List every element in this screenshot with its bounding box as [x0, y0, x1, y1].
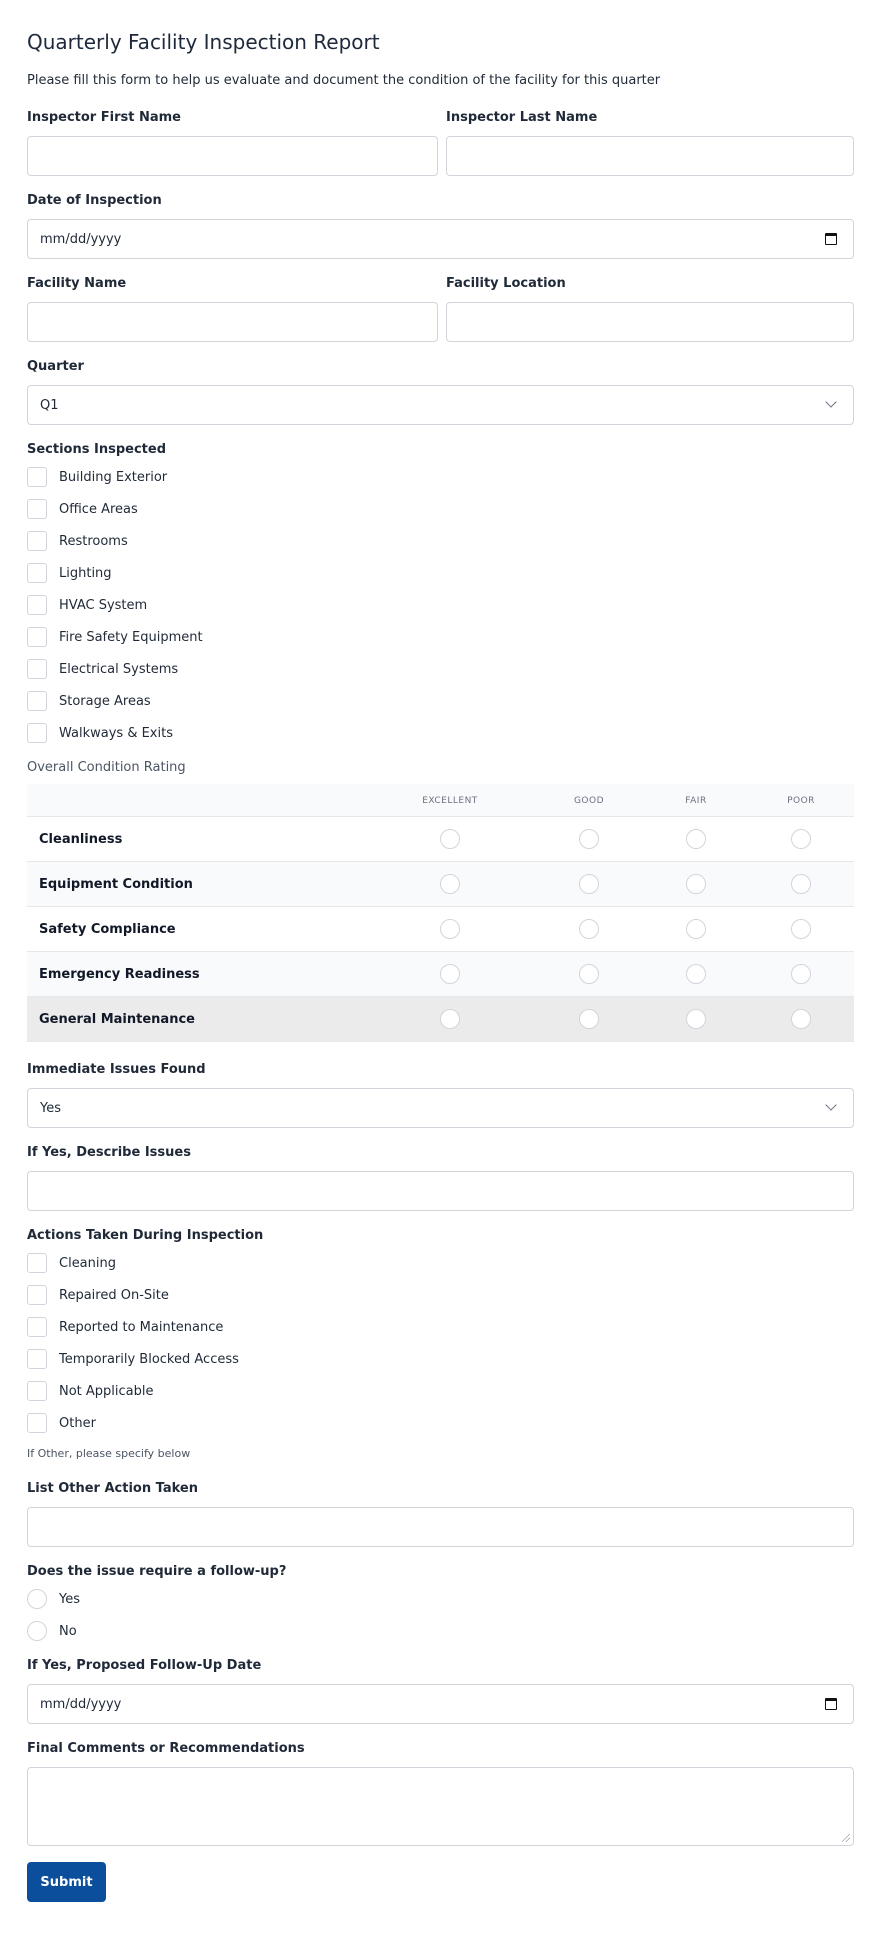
row-label: Safety Compliance: [39, 922, 176, 937]
action-checkbox-row[interactable]: [27, 1285, 427, 1307]
checkbox[interactable]: [27, 499, 47, 519]
checkbox[interactable]: [27, 1349, 47, 1369]
radio-excellent[interactable]: [440, 874, 460, 894]
chevron-down-icon: [825, 1099, 836, 1110]
checkbox-label: Restrooms: [59, 534, 128, 549]
checkbox-label: Office Areas: [59, 502, 138, 517]
first-name-input[interactable]: [27, 136, 438, 176]
radio-label: Yes: [59, 1592, 80, 1607]
action-checkbox-row[interactable]: [27, 1413, 427, 1435]
checkbox[interactable]: [27, 595, 47, 615]
form-description: Please fill this form to help us evaluate and document the condition of the facility for this quarter: [27, 73, 661, 88]
page-title: Quarterly Facility Inspection Report: [27, 30, 380, 54]
actions-taken-label: Actions Taken During Inspection: [27, 1228, 264, 1243]
radio-good[interactable]: [579, 919, 599, 939]
checkbox-label: Electrical Systems: [59, 662, 179, 677]
checkbox[interactable]: [27, 627, 47, 647]
section-checkbox-row[interactable]: [27, 467, 427, 489]
issues-selected-value: Yes: [40, 1101, 61, 1116]
submit-button[interactable]: Submit: [27, 1862, 106, 1902]
last-name-label: Inspector Last Name: [446, 110, 598, 125]
action-checkbox-row[interactable]: [27, 1381, 427, 1403]
inspection-date-input[interactable]: [27, 219, 854, 259]
radio-poor[interactable]: [791, 829, 811, 849]
checkbox[interactable]: [27, 723, 47, 743]
resize-handle-icon[interactable]: [842, 1834, 850, 1842]
checkbox-label: Lighting: [59, 566, 112, 581]
other-action-label: List Other Action Taken: [27, 1481, 198, 1496]
section-checkbox-row[interactable]: [27, 499, 427, 521]
radio-good[interactable]: [579, 1009, 599, 1029]
radio-fair[interactable]: [686, 964, 706, 984]
chevron-down-icon: [825, 396, 836, 407]
followup-date-label: If Yes, Proposed Follow-Up Date: [27, 1658, 262, 1673]
checkbox-label: HVAC System: [59, 598, 148, 613]
section-checkbox-row[interactable]: [27, 723, 427, 745]
radio-fair[interactable]: [686, 874, 706, 894]
facility-location-label: Facility Location: [446, 276, 566, 291]
followup-radio-no[interactable]: [27, 1621, 427, 1643]
checkbox[interactable]: [27, 1413, 47, 1433]
quarter-select[interactable]: [27, 385, 854, 425]
radio-fair[interactable]: [686, 919, 706, 939]
checkbox[interactable]: [27, 1381, 47, 1401]
radio[interactable]: [27, 1589, 47, 1609]
final-comments-label: Final Comments or Recommendations: [27, 1741, 305, 1756]
col-header-poor: POOR: [787, 796, 815, 806]
checkbox-label: Fire Safety Equipment: [59, 630, 203, 645]
section-checkbox-row[interactable]: [27, 627, 427, 649]
row-label: Equipment Condition: [39, 877, 193, 892]
grid-row: [27, 952, 854, 997]
followup-date-value: mm/dd/yyyy: [40, 1697, 122, 1712]
radio-good[interactable]: [579, 964, 599, 984]
checkbox[interactable]: [27, 659, 47, 679]
other-action-input[interactable]: [27, 1507, 854, 1547]
radio[interactable]: [27, 1621, 47, 1641]
followup-date-input[interactable]: [27, 1684, 854, 1724]
followup-question-label: Does the issue require a follow-up?: [27, 1564, 287, 1579]
col-header-good: GOOD: [573, 796, 605, 806]
checkbox-label: Repaired On-Site: [59, 1288, 169, 1303]
quarter-label: Quarter: [27, 359, 84, 374]
quarter-selected-value: Q1: [40, 398, 59, 413]
radio-poor[interactable]: [791, 964, 811, 984]
grid-row: [27, 817, 854, 862]
checkbox-label: Walkways & Exits: [59, 726, 173, 741]
followup-radio-yes[interactable]: [27, 1589, 427, 1611]
checkbox[interactable]: [27, 1285, 47, 1305]
grid-row: [27, 997, 854, 1042]
radio-fair[interactable]: [686, 1009, 706, 1029]
calendar-icon[interactable]: [825, 233, 837, 245]
col-header-fair: FAIR: [685, 796, 707, 806]
radio-poor[interactable]: [791, 874, 811, 894]
describe-issues-label: If Yes, Describe Issues: [27, 1145, 191, 1160]
action-checkbox-row[interactable]: [27, 1253, 427, 1275]
checkbox[interactable]: [27, 1253, 47, 1273]
immediate-issues-label: Immediate Issues Found: [27, 1062, 206, 1077]
condition-rating-label: Overall Condition Rating: [27, 760, 186, 775]
col-header-excellent: EXCELLENT: [422, 796, 478, 806]
facility-location-input[interactable]: [446, 302, 854, 342]
radio-good[interactable]: [579, 874, 599, 894]
checkbox-label: Building Exterior: [59, 470, 168, 485]
grid-row: [27, 862, 854, 907]
first-name-label: Inspector First Name: [27, 110, 181, 125]
checkbox[interactable]: [27, 691, 47, 711]
last-name-input[interactable]: [446, 136, 854, 176]
checkbox-label: Cleaning: [59, 1256, 116, 1271]
checkbox-label: Reported to Maintenance: [59, 1320, 224, 1335]
checkbox-label: Temporarily Blocked Access: [59, 1352, 239, 1367]
inspection-date-label: Date of Inspection: [27, 193, 162, 208]
checkbox-label: Other: [59, 1416, 96, 1431]
other-hint: If Other, please specify below: [27, 1447, 191, 1460]
radio-excellent[interactable]: [440, 964, 460, 984]
final-comments-textarea[interactable]: [27, 1767, 854, 1846]
section-checkbox-row[interactable]: [27, 659, 427, 681]
radio-excellent[interactable]: [440, 1009, 460, 1029]
immediate-issues-select[interactable]: [27, 1088, 854, 1128]
section-checkbox-row[interactable]: [27, 531, 427, 553]
row-label: General Maintenance: [39, 1012, 195, 1027]
radio-poor[interactable]: [791, 1009, 811, 1029]
checkbox-label: Not Applicable: [59, 1384, 154, 1399]
action-checkbox-row[interactable]: [27, 1317, 427, 1339]
row-label: Emergency Readiness: [39, 967, 200, 982]
row-label: Cleanliness: [39, 832, 123, 847]
checkbox[interactable]: [27, 531, 47, 551]
section-checkbox-row[interactable]: [27, 691, 427, 713]
radio-label: No: [59, 1624, 77, 1639]
radio-fair[interactable]: [686, 829, 706, 849]
grid-row: [27, 907, 854, 952]
describe-issues-input[interactable]: [27, 1171, 854, 1211]
grid-header: [27, 784, 854, 817]
radio-good[interactable]: [579, 829, 599, 849]
checkbox[interactable]: [27, 467, 47, 487]
section-checkbox-row[interactable]: [27, 563, 427, 585]
facility-name-label: Facility Name: [27, 276, 127, 291]
radio-poor[interactable]: [791, 919, 811, 939]
calendar-icon[interactable]: [825, 1698, 837, 1710]
checkbox-label: Storage Areas: [59, 694, 151, 709]
action-checkbox-row[interactable]: [27, 1349, 427, 1371]
checkbox[interactable]: [27, 1317, 47, 1337]
radio-excellent[interactable]: [440, 829, 460, 849]
checkbox[interactable]: [27, 563, 47, 583]
section-checkbox-row[interactable]: [27, 595, 427, 617]
radio-excellent[interactable]: [440, 919, 460, 939]
sections-inspected-label: Sections Inspected: [27, 442, 167, 457]
inspection-date-value: mm/dd/yyyy: [40, 232, 122, 247]
facility-name-input[interactable]: [27, 302, 438, 342]
